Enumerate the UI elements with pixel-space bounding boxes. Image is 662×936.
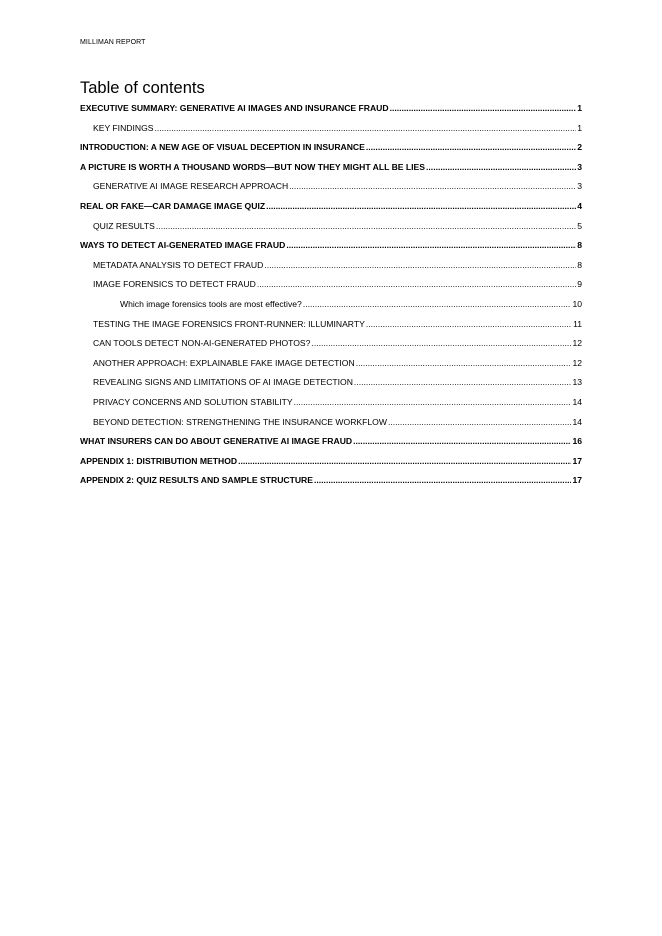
toc-entry-label: IMAGE FORENSICS TO DETECT FRAUD <box>93 279 256 290</box>
toc-entry-label: EXECUTIVE SUMMARY: GENERATIVE AI IMAGES AND INSURANCE FRAUD <box>80 103 389 113</box>
toc-entry-page-number: 13 <box>572 377 582 388</box>
toc-entry-page-number: 1 <box>577 122 582 133</box>
toc-entry[interactable] <box>80 240 582 260</box>
dot-leader <box>286 240 576 250</box>
toc-entry-label: TESTING THE IMAGE FORENSICS FRONT-RUNNER: ILLUMINARTY <box>93 318 365 329</box>
toc-entry-label: REVEALING SIGNS AND LIMITATIONS OF AI IMAGE DETECTION <box>93 377 353 388</box>
toc-entry-page-number: 3 <box>577 181 582 192</box>
toc-entry-label: INTRODUCTION: A NEW AGE OF VISUAL DECEPTION IN INSURANCE <box>80 142 365 153</box>
dot-leader <box>156 221 576 231</box>
dot-leader <box>155 123 577 133</box>
toc-entry[interactable] <box>80 338 582 358</box>
toc-entry[interactable] <box>80 279 582 299</box>
toc-entry[interactable] <box>80 417 582 437</box>
toc-entry-page-number: 16 <box>572 436 582 447</box>
toc-entry-label: APPENDIX 1: DISTRIBUTION METHOD <box>80 455 238 466</box>
dot-leader <box>303 299 572 309</box>
dot-leader <box>426 162 576 172</box>
toc-entry-label: PRIVACY CONCERNS AND SOLUTION STABILITY <box>93 396 293 407</box>
toc-entry[interactable] <box>80 475 582 495</box>
toc-entry[interactable] <box>80 221 582 241</box>
dot-leader <box>311 338 571 348</box>
toc-entry-label: A PICTURE IS WORTH A THOUSAND WORDS—BUT NOW THEY MIGHT ALL BE LIES <box>80 161 426 172</box>
toc-entry-page-number: 8 <box>577 259 582 270</box>
toc-entry-label: WHAT INSURERS CAN DO ABOUT GENERATIVE AI IMAGE FRAUD <box>80 436 353 447</box>
toc-entry-label: METADATA ANALYSIS TO DETECT FRAUD <box>93 259 264 270</box>
toc-entry[interactable] <box>80 456 582 476</box>
dot-leader <box>266 201 576 211</box>
toc-entry-page-number: 14 <box>572 416 582 427</box>
toc-entry-page-number: 3 <box>577 161 582 172</box>
toc-entry-page-number: 12 <box>572 357 582 368</box>
toc-entry-label: CAN TOOLS DETECT NON-AI-GENERATED PHOTOS? <box>93 338 311 349</box>
toc-entry-page-number: 10 <box>572 298 582 309</box>
toc-entry-page-number: 11 <box>573 318 582 329</box>
toc-title: Table of contents <box>80 79 205 97</box>
running-header: MILLIMAN REPORT <box>80 39 146 46</box>
toc-entry[interactable] <box>80 142 582 162</box>
toc-entry-page-number: 17 <box>572 475 582 486</box>
dot-leader <box>390 103 577 113</box>
dot-leader <box>238 456 571 466</box>
toc-entry[interactable] <box>80 201 582 221</box>
dot-leader <box>366 319 572 329</box>
dot-leader <box>353 436 571 446</box>
dot-leader <box>257 279 576 289</box>
toc-entry-page-number: 1 <box>577 103 582 113</box>
toc-entry[interactable] <box>80 260 582 280</box>
toc-entry[interactable] <box>80 377 582 397</box>
toc-entry-label: WAYS TO DETECT AI-GENERATED IMAGE FRAUD <box>80 240 286 251</box>
toc-entry-label: GENERATIVE AI IMAGE RESEARCH APPROACH <box>93 181 289 192</box>
dot-leader <box>289 181 576 191</box>
toc-entry[interactable] <box>80 299 582 319</box>
dot-leader <box>366 142 576 152</box>
dot-leader <box>314 475 571 485</box>
toc-entry[interactable] <box>80 319 582 339</box>
toc-entry-page-number: 2 <box>577 142 582 153</box>
toc-entry-label: BEYOND DETECTION: STRENGTHENING THE INSURANCE WORKFLOW <box>93 416 387 427</box>
toc-entry-label: Which image forensics tools are most effective? <box>120 298 302 309</box>
toc-entry[interactable] <box>80 358 582 378</box>
toc-entry-page-number: 12 <box>572 338 582 349</box>
dot-leader <box>356 358 572 368</box>
dot-leader <box>294 397 572 407</box>
toc-entry-page-number: 4 <box>577 200 582 211</box>
toc-entry-page-number: 8 <box>577 240 582 251</box>
dot-leader <box>264 260 576 270</box>
table-of-contents <box>80 103 582 495</box>
dot-leader <box>388 417 571 427</box>
toc-entry[interactable] <box>80 123 582 143</box>
toc-entry-label: APPENDIX 2: QUIZ RESULTS AND SAMPLE STRUCTURE <box>80 475 313 486</box>
toc-entry-label: REAL OR FAKE—CAR DAMAGE IMAGE QUIZ <box>80 200 266 211</box>
toc-entry[interactable] <box>80 397 582 417</box>
toc-entry-label: ANOTHER APPROACH: EXPLAINABLE FAKE IMAGE DETECTION <box>93 357 355 368</box>
toc-entry-page-number: 14 <box>572 396 582 407</box>
toc-entry[interactable] <box>80 103 582 123</box>
toc-entry-page-number: 9 <box>577 279 582 290</box>
toc-entry-page-number: 17 <box>572 455 582 466</box>
toc-entry[interactable] <box>80 181 582 201</box>
toc-entry-label: QUIZ RESULTS <box>93 220 155 231</box>
toc-entry-page-number: 5 <box>577 220 582 231</box>
toc-entry-label: KEY FINDINGS <box>93 122 154 133</box>
toc-entry[interactable] <box>80 162 582 182</box>
toc-entry[interactable] <box>80 436 582 456</box>
dot-leader <box>354 377 572 387</box>
